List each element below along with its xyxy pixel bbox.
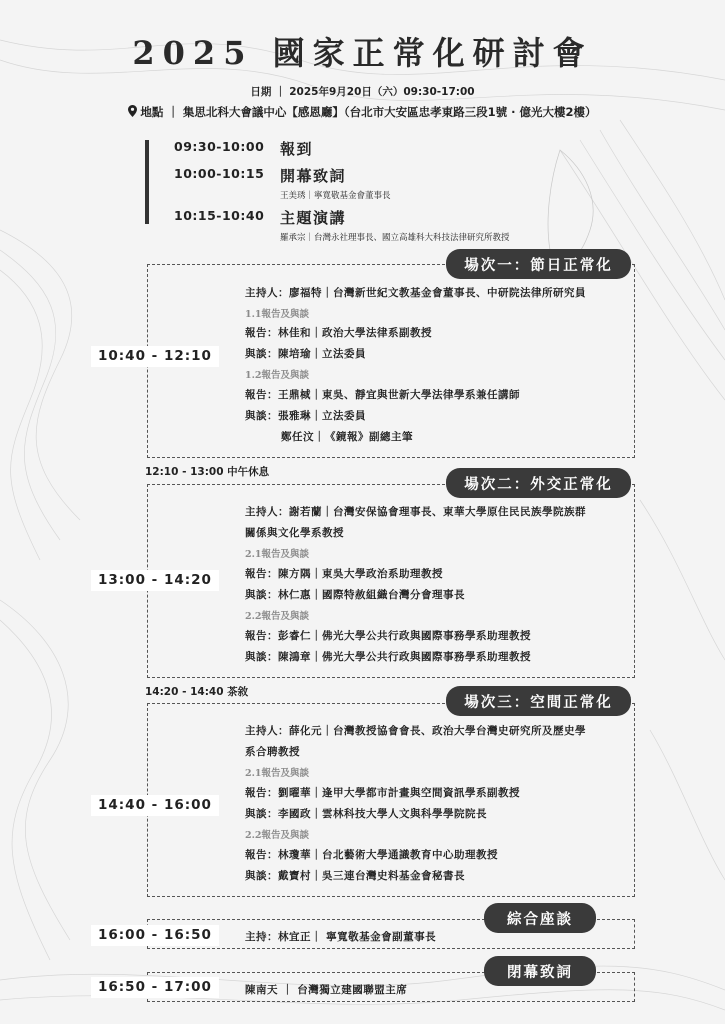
agenda-item-checkin	[174, 138, 313, 159]
session2-discuss1: 與談：林仁惠｜國際特赦組織台灣分會理事長	[245, 589, 465, 601]
session1-report1: 報告：林佳和｜政治大學法律系副教授	[245, 327, 432, 339]
session2-report1: 報告：陳方隅｜東吳大學政治系助理教授	[245, 568, 443, 580]
session1-label: 場次一：節日正常化	[446, 249, 631, 279]
agenda-speaker: 羅承宗｜台灣永社理事長、國立高雄科大科技法律研究所教授	[280, 233, 510, 243]
closing-label: 閉幕致詞	[484, 956, 596, 986]
agenda-title: 主題演講	[280, 209, 347, 227]
session1-discuss1: 與談：陳培瑜｜立法委員	[245, 348, 366, 360]
page-title: 2025 國家正常化研討會	[132, 34, 593, 72]
agenda-time: 09:30-10:00	[174, 139, 265, 154]
session3-host: 主持人：薛化元｜台灣教授協會會長、政治大學台灣史研究所及歷史學	[245, 725, 586, 737]
session3-host-cont: 系合聘教授	[245, 746, 300, 758]
session3-sub2: 2.2報告及與談	[245, 830, 310, 841]
session3-report2: 報告：林瓊華｜台北藝術大學通識教育中心助理教授	[245, 849, 498, 861]
session3-report1: 報告：劉曜華｜逢甲大學都市計畫與空間資訊學系副教授	[245, 787, 520, 799]
session1-time: 10:40 - 12:10	[91, 346, 219, 367]
session1-discuss3: 鄭任汶｜《鏡報》副總主筆	[281, 431, 413, 443]
agenda-title: 開幕致詞	[280, 167, 347, 185]
session2-sub1: 2.1報告及與談	[245, 549, 310, 560]
closing-speaker: 陳南天 ｜ 台灣獨立建國聯盟主席	[245, 984, 408, 996]
session2-time: 13:00 - 14:20	[91, 570, 219, 591]
session3-label: 場次三：空間正常化	[446, 686, 631, 716]
session1-sub2: 1.2報告及與談	[245, 370, 310, 381]
session1-sub1: 1.1報告及與談	[245, 309, 310, 320]
session2-report2: 報告：彭睿仁｜佛光大學公共行政與國際事務學系助理教授	[245, 630, 531, 642]
session1-host: 主持人：廖福特｜台灣新世紀文教基金會董事長、中研院法律所研究員	[245, 287, 586, 299]
session2-label: 場次二：外交正常化	[446, 468, 631, 498]
session2-sub2: 2.2報告及與談	[245, 611, 310, 622]
agenda-item-opening-speech	[174, 165, 391, 201]
session2-host: 主持人：謝若蘭｜台灣安保協會理事長、東華大學原住民民族學院族群	[245, 506, 586, 518]
lunch-break: 12:10 - 13:00 中午休息	[145, 466, 270, 478]
forum-label: 綜合座談	[484, 903, 596, 933]
session3-sub1: 2.1報告及與談	[245, 768, 310, 779]
session1-discuss2: 與談：張雅琳｜立法委員	[245, 410, 366, 422]
opening-accent-bar	[145, 140, 149, 224]
tea-break: 14:20 - 14:40 茶敘	[145, 686, 249, 698]
agenda-time: 10:15-10:40	[174, 208, 265, 223]
agenda-speaker: 王美琇｜寧寬敬基金會董事長	[280, 191, 391, 201]
event-venue	[0, 104, 725, 120]
session3-discuss2: 與談：戴寶村｜吳三連台灣史料基金會秘書長	[245, 870, 465, 882]
session2-host-cont: 關係與文化學系教授	[245, 527, 344, 539]
agenda-time: 10:00-10:15	[174, 166, 265, 181]
event-date: 日期 ｜ 2025年9月20日（六）09:30-17:00	[250, 86, 475, 98]
venue-text: 地點 ｜ 集思北科大會議中心【感恩廳】（台北市大安區忠孝東路三段1號 · 億光大樓2樓）	[140, 105, 597, 119]
forum-time: 16:00 - 16:50	[91, 925, 219, 946]
session3-time: 14:40 - 16:00	[91, 795, 219, 816]
forum-host: 主持：林宜正｜ 寧寬敬基金會副董事長	[245, 931, 437, 943]
closing-time: 16:50 - 17:00	[91, 977, 219, 998]
location-pin-icon	[128, 105, 137, 117]
agenda-item-keynote	[174, 207, 510, 243]
agenda-title: 報到	[280, 140, 314, 158]
session2-discuss2: 與談：陳鴻章｜佛光大學公共行政與國際事務學系助理教授	[245, 651, 531, 663]
session3-discuss1: 與談：李國政｜雲林科技大學人文與科學學院院長	[245, 808, 487, 820]
session1-report2: 報告：王鼎棫｜東吳、靜宜與世新大學法律學系兼任講師	[245, 389, 520, 401]
